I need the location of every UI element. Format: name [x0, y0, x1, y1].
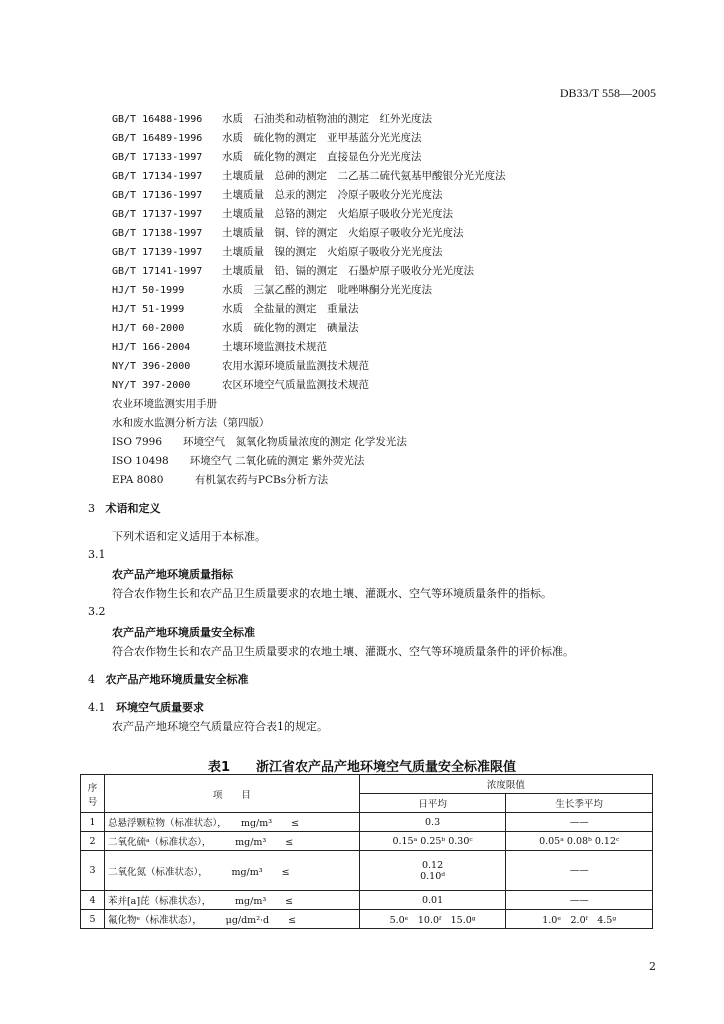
header-daily: 日平均: [359, 794, 506, 813]
reference-code: HJ/T 166-2004: [112, 342, 191, 353]
reference-code: GB/T 17133-1997: [112, 152, 203, 163]
reference-title: 土壤质量 铜、锌的测定 火焰原子吸收分光光度法: [222, 227, 464, 239]
reference-code: GB/T 17138-1997: [112, 228, 203, 239]
term-3-1: 农产品产地环境质量指标: [112, 568, 233, 581]
reference-code: NY/T 397-2000: [112, 380, 191, 391]
reference-title: 水质 全盐量的测定 重量法: [222, 303, 359, 315]
section-title: 农产品产地环境质量安全标准: [105, 673, 249, 686]
reference-item: [112, 281, 506, 300]
section-title: 术语和定义: [105, 502, 161, 515]
header-seq: [81, 775, 105, 813]
reference-title: 土壤环境监测技术规范: [222, 341, 327, 353]
reference-title: 农区环境空气质量监测技术规范: [222, 379, 369, 391]
row-season: ——: [506, 851, 653, 891]
section-3-1-number: 3.1: [88, 548, 106, 561]
reference-title: 水质 硫化物的测定 直接显色分光光度法: [222, 151, 422, 163]
row-daily: 0.15ᵃ 0.25ᵇ 0.30ᶜ: [359, 832, 506, 851]
reference-code: NY/T 396-2000: [112, 361, 191, 372]
reference-item: EPA 8080 有机氯农药与PCBs分析方法: [112, 474, 329, 486]
reference-item: [112, 338, 506, 357]
reference-title: 水质 三氯乙醛的测定 吡唑啉酮分光光度法: [222, 284, 432, 296]
document-code-header: DB33/T 558—2005: [559, 86, 656, 100]
table-title: 表1 浙江省农产品产地环境空气质量安全标准限值: [207, 760, 517, 775]
section-3-2-number: 3.2: [88, 605, 106, 618]
reference-code: GB/T 16489-1996: [112, 133, 203, 144]
reference-item: ISO 10498 环境空气 二氧化硫的测定 紫外荧光法: [112, 455, 365, 467]
reference-code: GB/T 17136-1997: [112, 190, 203, 201]
row-number: 1: [81, 813, 105, 832]
reference-code: GB/T 17141-1997: [112, 266, 203, 277]
row-number: 2: [81, 832, 105, 851]
reference-item: [112, 186, 506, 205]
row-daily: [359, 851, 506, 891]
section-number: 4: [88, 673, 95, 686]
definition-3-1: 符合农作物生长和农产品卫生质量要求的农地土壤、灌溉水、空气等环境质量条件的指标。: [112, 587, 552, 600]
reference-item: [112, 243, 506, 262]
table-row: [81, 851, 653, 891]
reference-title: 水质 硫化物的测定 碘量法: [222, 322, 359, 334]
term-3-2: 农产品产地环境质量安全标准: [112, 626, 255, 639]
row-item: 苯并[a]芘（标准状态）， mg/m³ ≤: [104, 891, 359, 910]
page-number: 2: [649, 960, 656, 973]
row-season: ——: [506, 891, 653, 910]
row-season: ——: [506, 813, 653, 832]
row-season: 1.0ᵉ 2.0ᶠ 4.5ᵍ: [506, 910, 653, 929]
daily-value-alt: 0.10ᵈ: [420, 870, 446, 882]
section-4-1-heading: [88, 699, 204, 715]
reference-title: 土壤质量 总汞的测定 冷原子吸收分光光度法: [222, 189, 443, 201]
reference-code: GB/T 16488-1996: [112, 114, 203, 125]
row-number: 3: [81, 851, 105, 891]
table-row: [81, 910, 653, 929]
reference-item: [112, 205, 506, 224]
reference-code: HJ/T 51-1999: [112, 304, 185, 315]
reference-item: [112, 129, 506, 148]
table-header-row: [81, 775, 653, 794]
reference-title: 土壤质量 总铬的测定 火焰原子吸收分光光度法: [222, 208, 453, 220]
reference-title: 土壤质量 镍的测定 火焰原子吸收分光光度法: [222, 246, 443, 258]
reference-title: 土壤质量 总砷的测定 二乙基二硫代氨基甲酸银分光光度法: [222, 170, 506, 182]
reference-code: GB/T 17139-1997: [112, 247, 203, 258]
reference-item: 农业环境监测实用手册: [112, 398, 217, 410]
section-3-intro: 下列术语和定义适用于本标准。: [112, 530, 266, 543]
reference-code: HJ/T 50-1999: [112, 285, 185, 296]
reference-title: 土壤质量 铅、镉的测定 石墨炉原子吸收分光光度法: [222, 265, 474, 277]
row-daily: 0.3: [359, 813, 506, 832]
reference-list: [112, 110, 506, 490]
reference-item: [112, 262, 506, 281]
reference-item: [112, 167, 506, 186]
header-limit: 浓度限值: [359, 775, 652, 794]
row-number: 5: [81, 910, 105, 929]
row-season: 0.05ᵃ 0.08ᵇ 0.12ᶜ: [506, 832, 653, 851]
header-item: 项 目: [104, 775, 359, 813]
section-3-heading: [88, 500, 161, 516]
header-seq-top: 序: [87, 782, 98, 794]
section-number: 4.1: [88, 701, 106, 714]
reference-title: 水质 石油类和动植物油的测定 红外光度法: [222, 113, 432, 125]
reference-title: 农用水源环境质量监测技术规范: [222, 360, 369, 372]
section-number: 3: [88, 502, 95, 515]
row-number: 4: [81, 891, 105, 910]
section-4-1-text: 农产品产地环境空气质量应符合表1的规定。: [112, 720, 328, 733]
reference-title: 水质 硫化物的测定 亚甲基蓝分光光度法: [222, 132, 422, 144]
row-item: 总悬浮颗粒物（标准状态）， mg/m³ ≤: [104, 813, 359, 832]
section-title: 环境空气质量要求: [116, 701, 204, 714]
definition-3-2: 符合农作物生长和农产品卫生质量要求的农地土壤、灌溉水、空气等环境质量条件的评价标准。: [112, 645, 574, 658]
reference-item: [112, 224, 506, 243]
reference-item: [112, 300, 506, 319]
row-item: 二氧化氮（标准状态）， mg/m³ ≤: [104, 851, 359, 891]
section-4-heading: [88, 671, 249, 687]
reference-item: [112, 357, 506, 376]
reference-item: [112, 319, 506, 338]
daily-value: 0.12: [421, 859, 444, 871]
reference-item: [112, 110, 506, 129]
reference-code: GB/T 17137-1997: [112, 209, 203, 220]
table-row: [81, 813, 653, 832]
reference-item: 水和废水监测分析方法（第四版）: [112, 417, 270, 429]
air-quality-table: [80, 774, 653, 929]
row-daily: 0.01: [359, 891, 506, 910]
header-seq-bottom: 号: [87, 796, 98, 808]
table-row: [81, 891, 653, 910]
reference-code: HJ/T 60-2000: [112, 323, 185, 334]
header-season: 生长季平均: [506, 794, 653, 813]
row-daily: 5.0ᵉ 10.0ᶠ 15.0ᵍ: [359, 910, 506, 929]
row-item: 氟化物ᵉ（标准状态）， μg/dm²·d ≤: [104, 910, 359, 929]
reference-item: [112, 376, 506, 395]
reference-code: GB/T 17134-1997: [112, 171, 203, 182]
reference-item: ISO 7996 环境空气 氮氧化物质量浓度的测定 化学发光法: [112, 436, 407, 448]
table-row: [81, 832, 653, 851]
row-item: 二氧化硫ᵃ（标准状态）， mg/m³ ≤: [104, 832, 359, 851]
reference-item: [112, 148, 506, 167]
